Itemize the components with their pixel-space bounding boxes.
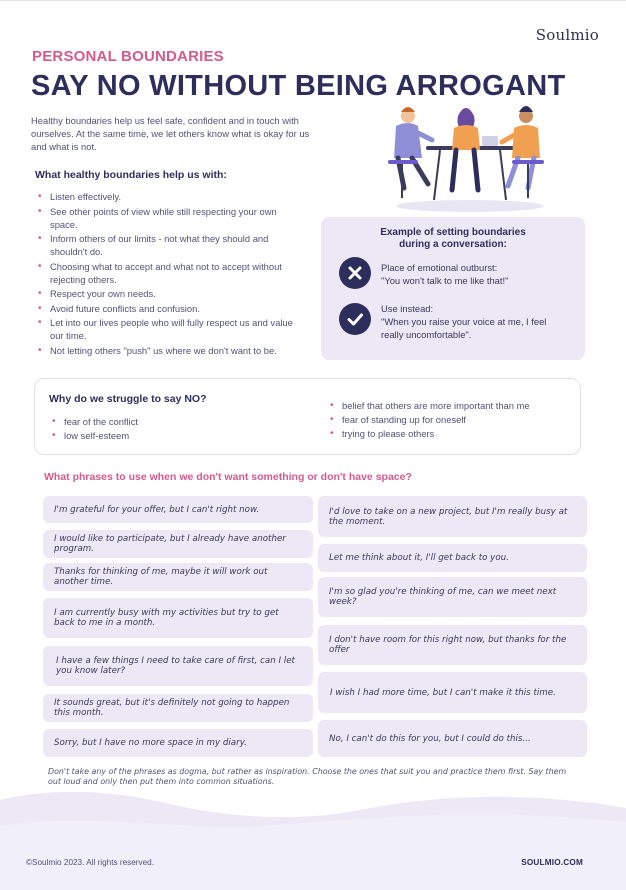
good-example — [381, 302, 571, 341]
list-item: • Listen effectively. — [35, 190, 300, 203]
struggle-list-right — [327, 399, 577, 441]
phrase-chip: I'm grateful for your offer, but I can't right now. — [43, 496, 313, 523]
brand-logo: Soulmio — [535, 26, 599, 44]
good-example-label: Use instead: — [381, 303, 434, 314]
list-item: • Choosing what to accept and what not to accept without rejecting others. — [35, 260, 300, 286]
check-circle-icon — [339, 303, 371, 335]
phrase-chip: It sounds great, but it's definitely not going to happen this month. — [43, 694, 313, 722]
phrase-chip: I am currently busy with my activities but try to get back to me in a month. — [43, 598, 313, 638]
phrase-chip: Sorry, but I have no more space in my diary. — [43, 729, 313, 757]
phrase-chip: Thanks for thinking of me, maybe it will work out another time. — [43, 563, 313, 591]
site-link[interactable]: SOULMIO.COM — [521, 858, 583, 867]
top-divider — [0, 0, 626, 1]
list-item: • Respect your own needs. — [35, 287, 300, 300]
phrase-chip: No, I can't do this for you, but I could do this... — [318, 720, 587, 757]
example-title-line: during a conversation: — [399, 239, 507, 250]
phrases-heading: What phrases to use when we don't want something or don't have space? — [44, 471, 412, 483]
list-item: • fear of the conflict — [49, 415, 299, 428]
example-title — [321, 227, 585, 251]
phrase-chip: I don't have room for this right now, but thanks for the offer — [318, 625, 587, 665]
phrase-chip: I have a few things I need to take care of first, can I let you know later? — [43, 646, 313, 686]
helps-list — [35, 190, 300, 358]
list-item: • belief that others are more important than me — [327, 399, 577, 412]
footer-wave — [0, 786, 626, 890]
list-item: • See other points of view while still respecting your own space. — [35, 205, 300, 231]
phrase-chip: Let me think about it, I'll get back to you. — [318, 544, 587, 572]
list-item: • low self-esteem — [49, 429, 299, 442]
list-item: • Avoid future conflicts and confusion. — [35, 302, 300, 315]
bad-example-label: Place of emotional outburst: — [381, 262, 498, 273]
bad-example — [381, 261, 571, 287]
example-card — [321, 217, 585, 360]
bad-example-quote: "You won't talk to me like that!" — [381, 275, 509, 286]
struggle-list-left — [49, 415, 299, 443]
copyright: ©Soulmio 2023. All rights reserved. — [26, 858, 154, 867]
phrase-chip: I wish I had more time, but I can't make it this time. — [318, 672, 587, 713]
list-item: • trying to please others — [327, 427, 577, 440]
list-item: • Not letting others "push" us where we don't want to be. — [35, 344, 300, 357]
list-item: • fear of standing up for oneself — [327, 413, 577, 426]
intro-text: Healthy boundaries help us feel safe, confident and in touch with ourselves. At the same time, we let others know what is okay for us and what is not. — [31, 115, 310, 152]
kicker: PERSONAL BOUNDARIES — [32, 48, 224, 65]
meeting-illustration — [378, 102, 554, 214]
good-example-quote: "When you raise your voice at me, I feel really uncomfortable". — [381, 316, 547, 340]
x-circle-icon — [339, 257, 371, 289]
helps-heading: What healthy boundaries help us with: — [35, 169, 227, 181]
example-title-line: Example of setting boundaries — [380, 227, 526, 238]
phrase-chip: I'm so glad you're thinking of me, can we meet next week? — [318, 577, 587, 617]
list-item: • Inform others of our limits - not what they should and shouldn't do. — [35, 232, 300, 258]
page-title: SAY NO WITHOUT BEING ARROGANT — [31, 70, 566, 102]
phrase-chip: I would like to participate, but I already have another program. — [43, 530, 313, 558]
list-item: • Let into our lives people who will fully respect us and value our time. — [35, 316, 300, 342]
struggle-card — [34, 378, 581, 455]
phrase-chip: I'd love to take on a new project, but I'm really busy at the moment. — [318, 496, 587, 537]
struggle-heading: Why do we struggle to say NO? — [49, 393, 207, 405]
footnote: Don't take any of the phrases as dogma, but rather as inspiration. Choose the ones that suit you and practice them first. Say them out loud and only then put them into common situations. — [48, 767, 567, 786]
